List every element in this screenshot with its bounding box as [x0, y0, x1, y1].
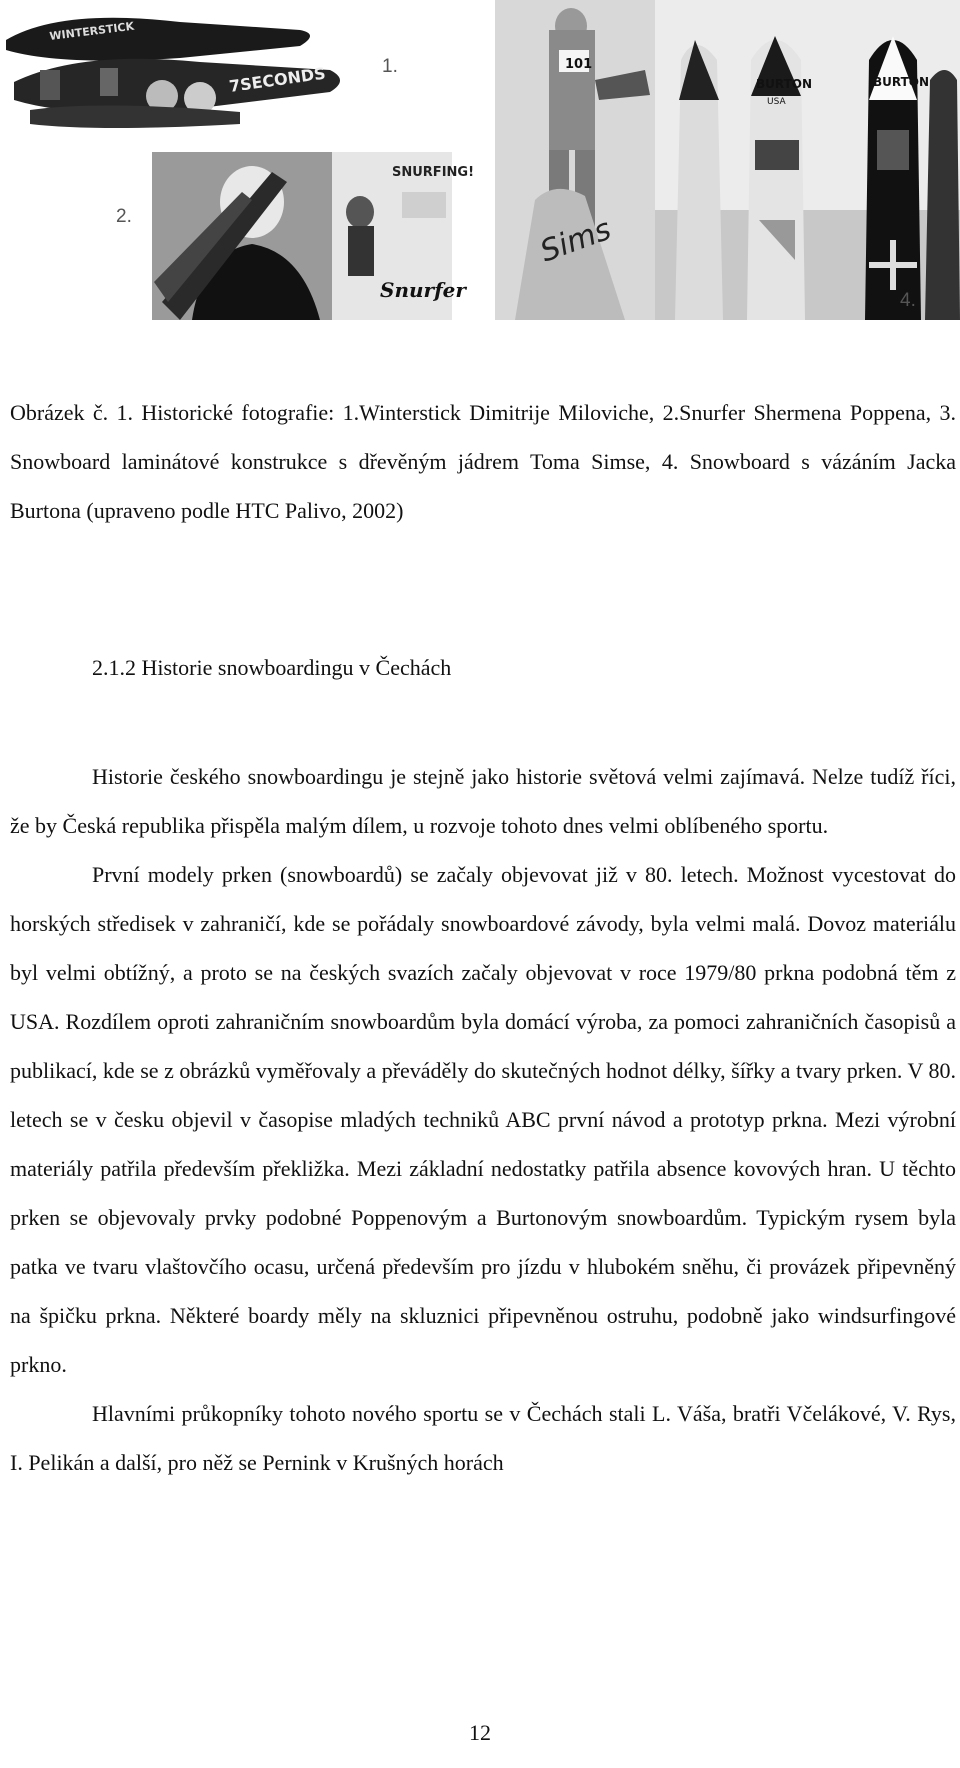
- board-label-winterstick: WINTERSTICK: [48, 19, 135, 43]
- board-label-7seconds: 7SECONDS: [227, 63, 327, 96]
- figure-historical-photos: [0, 0, 960, 330]
- figure-label-4: 4.: [900, 290, 916, 311]
- body-text: [10, 752, 956, 1487]
- photo-winterstick-boards: [0, 0, 360, 140]
- race-bib-number: 101: [565, 57, 593, 72]
- sims-illustration: [495, 0, 655, 320]
- paragraph-1: Historie českého snowboardingu je stejně jako historie světová velmi zajímavá. Nelze tudíž říci, že by Česká republika přispěla malým dílem, u rozvoje tohoto dnes velmi oblíbeného sportu.: [10, 764, 956, 838]
- winterstick-boards-illustration: [0, 0, 360, 140]
- figure-label-1: 1.: [382, 56, 398, 77]
- page-number: 12: [469, 1720, 491, 1745]
- snurfer-illustration: [152, 152, 475, 320]
- section-heading: 2.1.2 Historie snowboardingu v Čechách: [92, 655, 452, 680]
- photo-snurfer-poppen: [152, 152, 475, 320]
- burton-label-left: BURTON: [756, 77, 813, 91]
- photo-burton-boards: [655, 0, 960, 320]
- burton-illustration: [655, 0, 960, 320]
- figure-caption: Obrázek č. 1. Historické fotografie: 1.Winterstick Dimitrije Miloviche, 2.Snurfer Shermena Poppena, 3. Snowboard laminátové konstrukce s dřevěným jádrem Toma Simse, 4. Snowboard s vázáním Jacka Burtona (upraveno podle HTC Palivo, 2002): [10, 400, 956, 523]
- figure-label-2: 2.: [116, 206, 132, 227]
- photo-sims-board: [495, 0, 655, 320]
- burton-usa-label: USA: [767, 97, 786, 107]
- paragraph-2: První modely prken (snowboardů) se začaly objevovat již v 80. letech. Možnost vycestovat do horských středisek v zahraničí, kde se pořádaly snowboardové závody, byla velmi malá. Dovoz materiálu byl velmi obtížný, a proto se na českých svazích začaly objevovat v roce 1979/80 prkna podobná těm z USA. Rozdílem oproti zahraničním snowboardům byla domácí výroba, za pomoci zahraničních časopisů a publikací, kde se z obrázků vyměřovaly a převáděly do skutečných hodnot délky, šířky a tvary prken. V 80. letech se v česku objevil v časopise mladých techniků ABC první návod a prototyp prkna. Mezi výrobní materiály patřila především překližka. Mezi základní nedostatky patřila absence kovových hran. U těchto prken se objevovaly prvky podobné Poppenovým a Burtonovým snowboardům. Typickým rysem byla patka ve tvaru vlaštovčího ocasu, určená především pro jízdu v hlubokém sněhu, či provázek připevněný na špičku prkna. Některé boardy měly na skluznici připevněnou ostruhu, podobně jako windsurfingové prkno.: [10, 862, 956, 1377]
- snurfer-label: Snurfer: [380, 278, 466, 302]
- sims-label: Sims: [535, 211, 616, 270]
- paragraph-3: Hlavními průkopníky tohoto nového sportu se v Čechách stali L. Váša, bratři Včelákové, V. Rys, I. Pelikán a další, pro něž se Pernink v Krušných horách: [10, 1401, 956, 1475]
- snurfing-poster-title: SNURFING!: [392, 165, 475, 180]
- burton-label-right: BURTON: [873, 75, 930, 89]
